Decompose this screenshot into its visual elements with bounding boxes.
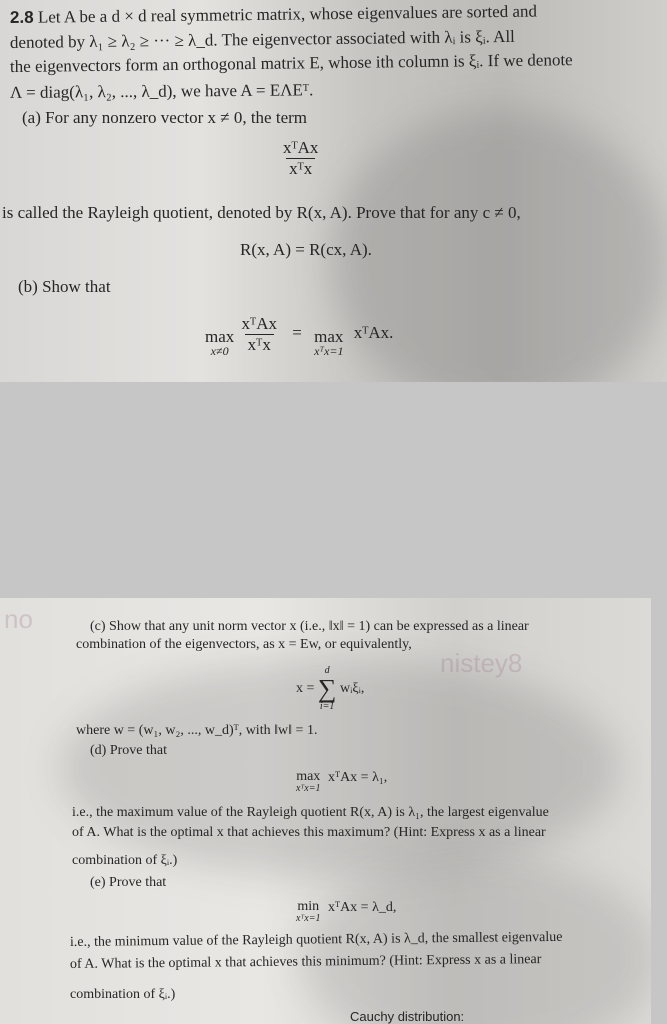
equation-e: min xᵀx=1 xᵀAx = λ_d, xyxy=(296,899,397,924)
problem-intro-line-2: denoted by λ₁ ≥ λ₂ ≥ ··· ≥ λ_d. The eigenvector associated with λᵢ is ξᵢ. All xyxy=(9,26,515,52)
rayleigh-quotient-fraction xyxy=(280,138,321,179)
equation-b: max x≠0 $\frac{\text{xᵀAx}}{\text{xᵀx}}$ = max xᵀx=1 xᵀAx. xyxy=(205,314,394,358)
rayleigh-definition: is called the Rayleigh quotient, denoted by R(x, A). Prove that for any c ≠ 0, xyxy=(2,203,521,222)
part-d-heading: (d) Prove that xyxy=(90,743,167,758)
part-e-text-1: i.e., the minimum value of the Rayleigh quotient R(x, A) is λ_d, the smallest eigenvalue xyxy=(69,929,563,950)
problem-number: 2.8 xyxy=(9,7,34,27)
part-c-line-1: (c) Show that any unit norm vector x (i.e., ‖x‖ = 1) can be expressed as a linear xyxy=(90,619,529,634)
equation-d: max xᵀx=1 xᵀAx = λ₁, xyxy=(296,769,388,794)
bottom-photo xyxy=(0,598,651,1024)
part-a-heading: (a) For any nonzero vector x ≠ 0, the term xyxy=(22,108,308,127)
problem-intro-line-1: 2.8 Let A be a d × d real symmetric matrix, whose eigenvalues are sorted and xyxy=(9,1,538,27)
where-clause: where w = (w₁, w₂, ..., w_d)ᵀ, with ‖w‖ = 1. xyxy=(76,723,318,738)
equation-c: x = d ∑ i=1 wᵢξᵢ, xyxy=(296,665,365,712)
part-e-heading: (e) Prove that xyxy=(90,875,167,890)
part-d-text-2: of A. What is the optimal x that achieves this maximum? (Hint: Express x as a linear xyxy=(72,825,546,840)
problem-intro-line-4: Λ = diag(λ₁, λ₂, ..., λ_d), we have A = EΛEᵀ. xyxy=(9,80,314,102)
bleed-through-text-right: nistey8 xyxy=(440,648,523,678)
bleed-through-text-left: no xyxy=(4,604,33,634)
rq-denominator: xᵀx xyxy=(286,158,315,179)
equation-a: R(x, A) = R(cx, A). xyxy=(240,240,372,259)
part-e-text-3: combination of ξᵢ.) xyxy=(70,987,176,1002)
part-d-text-1: i.e., the maximum value of the Rayleigh quotient R(x, A) is λ₁, the largest eigenvalue xyxy=(72,805,549,820)
cut-off-next-problem: Cauchy distribution: xyxy=(350,1009,465,1024)
part-b-heading: (b) Show that xyxy=(18,277,111,296)
part-c-line-2: combination of the eigenvectors, as x = Ew, or equivalently, xyxy=(76,637,412,652)
top-photo xyxy=(0,0,667,382)
rq-numerator: xᵀAx xyxy=(283,138,319,157)
part-d-text-3: combination of ξᵢ.) xyxy=(72,853,178,868)
problem-intro-line-3: the eigenvectors form an orthogonal matrix E, whose ith column is ξᵢ. If we denote xyxy=(9,50,573,76)
part-e-text-2: of A. What is the optimal x that achieves this minimum? (Hint: Express x as a linear xyxy=(69,952,542,972)
